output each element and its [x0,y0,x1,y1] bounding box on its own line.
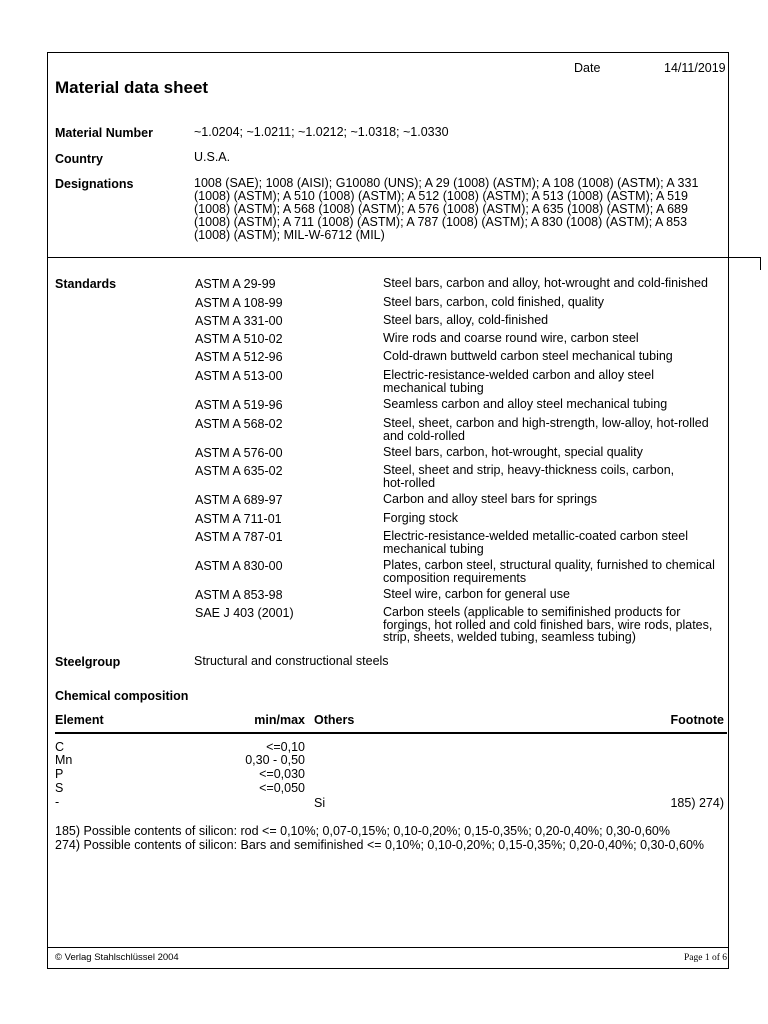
header-separator [47,257,761,258]
standard-code: ASTM A 108-99 [195,296,283,310]
standard-description [383,493,728,506]
country-label: Country [55,152,103,166]
standard-description-line: Cold-drawn buttweld carbon steel mechanical tubing [383,349,673,363]
standard-code: ASTM A 568-02 [195,417,283,431]
standard-description [383,369,728,394]
minmax-cell: <=0,050 [259,781,305,795]
standard-description [383,464,728,489]
standard-code: ASTM A 787-01 [195,530,283,544]
standard-code: SAE J 403 (2001) [195,606,294,620]
footnote-274: 274) Possible contents of silicon: Bars and semifinished <= 0,10%; 0,10-0,20%; 0,15-0,35%; 0,20-0,40%; 0,30-0,60% [55,838,705,852]
standard-code: ASTM A 853-98 [195,588,283,602]
standard-code: ASTM A 331-00 [195,314,283,328]
standard-description-line: strip, sheets, welded tubing, seamless tubing) [383,630,636,644]
standard-code: ASTM A 510-02 [195,332,283,346]
standard-description-line: composition requirements [383,570,527,585]
column-header-element: Element [55,713,104,727]
material-number-label: Material Number [55,126,153,140]
designations-line: (1008) (ASTM); A 568 (1008) (ASTM); A 576 (1008) (ASTM); A 635 (1008) (ASTM); A 689 [194,202,688,216]
standard-description-line: Steel, sheet, carbon and high-strength, low-alloy, hot-rolled [383,416,709,430]
standard-description-line: and cold-rolled [383,428,465,443]
standard-description [383,296,728,309]
standard-code: ASTM A 513-00 [195,369,283,383]
standard-description [383,559,728,584]
standard-description [383,314,728,327]
footnote-cell: 185) 274) [670,796,724,810]
designations-value [194,177,724,242]
standard-description-line: Wire rods and coarse round wire, carbon steel [383,331,639,345]
standard-description-line: Electric-resistance-welded carbon and alloy steel [383,368,654,382]
copyright-text: © Verlag Stahlschlüssel 2004 [55,952,179,963]
column-header-minmax: min/max [254,713,305,727]
standard-description-line: Steel bars, carbon and alloy, hot-wrought and cold-finished [383,276,708,290]
standard-description-line: mechanical tubing [383,380,484,395]
designations-line: (1008) (ASTM); A 711 (1008) (ASTM); A 787 (1008) (ASTM); A 830 (1008) (ASTM); A 853 [194,215,688,229]
page-title: Material data sheet [55,78,209,97]
element-cell: Mn [55,753,73,767]
standard-description-line: Steel wire, carbon for general use [383,587,570,601]
standard-code: ASTM A 519-96 [195,398,283,412]
standard-code: ASTM A 689-97 [195,493,283,507]
standard-description-line: Steel bars, carbon, cold finished, quality [383,295,604,309]
standard-description-line: hot-rolled [383,475,436,490]
column-header-others: Others [314,713,355,727]
standard-description-line: Carbon and alloy steel bars for springs [383,492,598,506]
minmax-cell: 0,30 - 0,50 [245,753,305,767]
designations-line: (1008) (ASTM); A 510 (1008) (ASTM); A 512 (1008) (ASTM); A 513 (1008) (ASTM); A 519 [194,189,688,203]
others-cell: Si [314,796,326,810]
standard-description-line: Carbon steels (applicable to semifinished products for [383,605,681,619]
standard-code: ASTM A 635-02 [195,464,283,478]
standard-description [383,398,728,411]
material-number-value: ~1.0204; ~1.0211; ~1.0212; ~1.0318; ~1.0330 [194,125,449,139]
standard-description [383,350,728,363]
standard-description-line: Steel, sheet and strip, heavy-thickness coils, carbon, [383,463,675,477]
standard-description-line: forgings, hot rolled and cold finished bars, wire rods, plates, [383,617,713,632]
standard-description [383,606,728,644]
standard-description [383,332,728,345]
footnote-185: 185) Possible contents of silicon: rod <= 0,10%; 0,07-0,15%; 0,10-0,20%; 0,15-0,35%; 0,20-0,40%; 0,30-0,60% [55,824,670,838]
standard-description-line: Plates, carbon steel, structural quality, furnished to chemical [383,558,715,572]
element-cell: S [55,781,64,795]
standard-code: ASTM A 576-00 [195,446,283,460]
standard-description [383,446,728,459]
standard-description-line: Steel bars, alloy, cold-finished [383,313,549,327]
element-cell: P [55,767,64,781]
designations-label: Designations [55,177,134,191]
chemical-composition-title: Chemical composition [55,689,189,703]
element-cell: - [55,795,60,809]
header-separator-tick [760,258,761,270]
element-cell: C [55,740,65,754]
column-header-footnote: Footnote [670,713,724,727]
standards-label: Standards [55,277,117,291]
standard-description-line: mechanical tubing [383,541,484,556]
country-value: U.S.A. [194,150,231,164]
steelgroup-label: Steelgroup [55,655,121,669]
standard-code: ASTM A 29-99 [195,277,276,291]
date-value: 14/11/2019 [664,61,726,75]
standard-code: ASTM A 711-01 [195,512,282,526]
minmax-cell: <=0,030 [259,767,305,781]
standard-description-line: Electric-resistance-welded metallic-coated carbon steel [383,529,688,543]
standard-description-line: Forging stock [383,511,459,525]
designations-line: (1008) (ASTM); MIL-W-6712 (MIL) [194,228,385,242]
standard-description [383,588,728,601]
standard-description [383,512,728,525]
footer-rule [47,947,729,948]
standard-description [383,530,728,555]
standard-code: ASTM A 830-00 [195,559,283,573]
standard-description [383,417,728,442]
page-number: Page 1 of 6 [683,953,727,963]
standard-description-line: Seamless carbon and alloy steel mechanical tubing [383,397,668,411]
standard-code: ASTM A 512-96 [195,350,283,364]
date-label: Date [574,61,601,75]
designations-line: 1008 (SAE); 1008 (AISI); G10080 (UNS); A 29 (1008) (ASTM); A 108 (1008) (ASTM); A 331 [194,176,699,190]
minmax-cell: <=0,10 [266,740,305,754]
table-header-rule [55,732,727,734]
steelgroup-value: Structural and constructional steels [194,654,389,668]
standard-description [383,277,728,290]
standard-description-line: Steel bars, carbon, hot-wrought, special quality [383,445,643,459]
